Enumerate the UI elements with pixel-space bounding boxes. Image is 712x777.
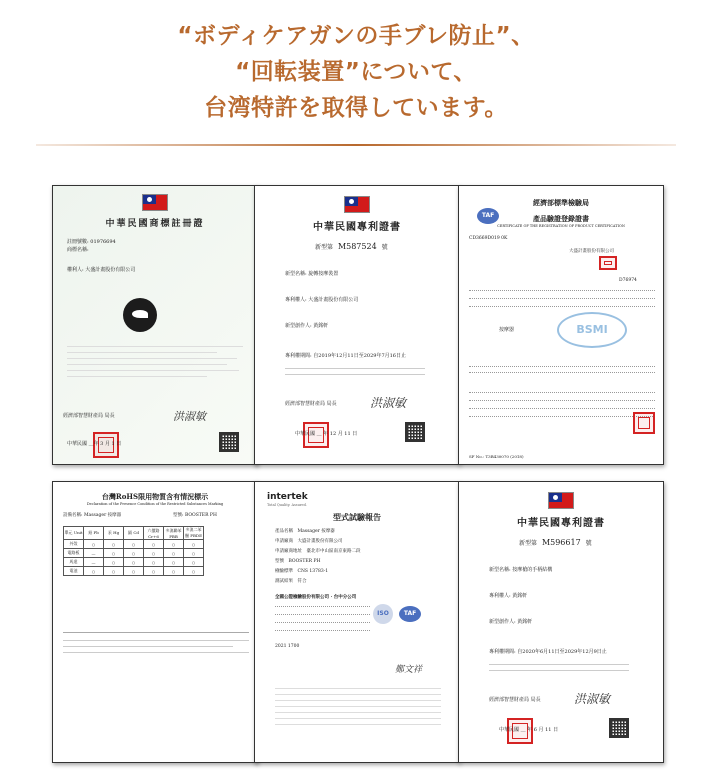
bsmi-company: 大盛計畫股份有限公司 <box>569 249 614 254</box>
trademark-row-3: 權利人: 大盛計畫股份有限公司 <box>67 267 136 273</box>
rohs-type-value: BOOSTER PH <box>184 513 217 518</box>
qr-code-icon <box>405 422 425 442</box>
patent-number-label: 新型第 <box>315 244 334 251</box>
rohs-header-cell: 六價鉻 Cr+6 <box>144 527 164 540</box>
patent-certificate-m587524 <box>254 185 460 465</box>
taiwan-flag-icon <box>548 492 574 509</box>
patent-field-3: 新型創作人: 黃銘軒 <box>489 619 533 625</box>
bsmi-number2: D76974 <box>619 278 637 283</box>
intertek-row-1: 產品名稱 Massager 按摩器 <box>275 529 335 534</box>
patent-number-row <box>315 242 388 251</box>
trademark-title: 中華民國商標註冊證 <box>105 219 205 229</box>
taf-logo: TAF <box>477 208 499 224</box>
bsmi-number: CD3669D019 0K <box>469 236 508 241</box>
intertek-brand: intertek <box>267 492 308 502</box>
patent-official: 經濟部智慧財產局 局長 <box>489 697 541 703</box>
brand-logo <box>123 298 157 332</box>
intertek-report-title: 型式試驗報告 <box>333 512 381 522</box>
rohs-header-cell: 汞 Hg <box>104 527 124 540</box>
patent-term: 專利權期間: 自2020年6月11日至2029年12月9日止 <box>489 649 607 655</box>
bsmi-doc-subtitle: CERTIFICATE OF THE REGISTRATION OF PRODUCT CERTIFICATION <box>497 224 625 228</box>
bsmi-product: 按摩器 <box>499 327 515 333</box>
patent-field-3: 新型創作人: 黃銘軒 <box>285 323 329 329</box>
bsmi-certificate <box>458 185 664 465</box>
trademark-certificate <box>52 185 258 465</box>
patent-field-1: 新型名稱: 按摩槍的手柄結構 <box>489 567 553 573</box>
patent-field-2: 專利權人: 大盛計畫股份有限公司 <box>285 297 359 303</box>
bsmi-watermark: BSMI <box>557 312 627 348</box>
patent-field-1: 新型名稱: 旋轉按摩裝置 <box>285 271 339 277</box>
rohs-title: 台灣RoHS限用物質含有情況標示 <box>101 492 209 501</box>
headline-divider <box>36 144 676 146</box>
rohs-equipment-value: Massager 按摩器 <box>83 513 122 518</box>
trademark-official: 經濟部智慧財產局 局長 <box>63 413 115 419</box>
table-row: 電路板 — ○ ○ ○ ○ ○ <box>64 549 204 558</box>
table-row: 外殼 ○ ○ ○ ○ ○ ○ <box>64 540 204 549</box>
intertek-row-6: 測試結果 符合 <box>275 579 307 584</box>
rohs-header-cell: 單元 Unit <box>64 527 84 540</box>
rohs-table <box>63 526 204 576</box>
patent-official: 經濟部智慧財產局 局長 <box>285 401 337 407</box>
trademark-row-1: 註冊號數: 01976694 <box>67 239 116 245</box>
rohs-header-cell: 鎘 Cd <box>124 527 144 540</box>
bsmi-footer: SF No.: T3B430070 (2018) <box>469 454 524 459</box>
headline-line-3: 台湾特許を取得しています。 <box>204 95 508 121</box>
intertek-signature: 鄭文祥 <box>395 665 423 675</box>
patent-term: 專利權期間: 自2019年12月11日至2029年7月16日止 <box>285 353 406 359</box>
taf-logo: TAF <box>399 606 421 622</box>
patent-number: M596617 <box>541 538 581 547</box>
rohs-header-cell: 多溴聯苯 PBB <box>165 527 182 539</box>
patent-field-2: 專利權人: 黃銘軒 <box>489 593 528 599</box>
table-row: 馬達 — ○ ○ ○ ○ ○ <box>64 558 204 567</box>
headline-line-1: “ボディケアガンの手ブレ防止”、 <box>177 23 535 49</box>
patent-title: 中華民國專利證書 <box>517 518 605 529</box>
rohs-header-cell: 多溴二苯醚 PBDE <box>184 527 203 538</box>
bsmi-doc-title: 產品驗證登錄證書 <box>533 214 589 223</box>
iso-logo: ISO <box>373 604 393 624</box>
intertek-cert-no: 2021 1700 <box>275 644 300 649</box>
bsmi-org: 經濟部標準檢驗局 <box>533 198 589 207</box>
patent-date: 中華民國 ＿ 年 6 月 11 日 <box>499 727 559 733</box>
patent-number-suffix: 號 <box>585 540 592 547</box>
table-row: 電池 ○ ○ ○ ○ ○ ○ <box>64 567 204 576</box>
intertek-row-3: 申請廠商地址 臺北市中山區南京東路二段 <box>275 549 361 554</box>
official-seal-stamp <box>633 412 655 434</box>
qr-code-icon <box>219 432 239 452</box>
patent-certificate-m596617 <box>458 481 664 763</box>
headline <box>0 18 712 126</box>
headline-line-2: “回転装置”について、 <box>235 59 477 85</box>
red-stamp <box>599 256 617 270</box>
intertek-row-2: 申請廠商 大盛計畫股份有限公司 <box>275 539 343 544</box>
rohs-header-cell: 鉛 Pb <box>84 527 104 540</box>
patent-number-suffix: 號 <box>381 244 388 251</box>
patent-title: 中華民國專利證書 <box>313 222 401 233</box>
patent-number: M587524 <box>337 242 377 251</box>
intertek-row-5: 檢驗標準 CNS 13783-1 <box>275 569 329 574</box>
intertek-brand-sub: Total Quality. Assured. <box>267 503 307 507</box>
rohs-header-row <box>64 527 204 540</box>
rohs-equipment-label: 設備名稱 <box>63 513 81 518</box>
qr-code-icon <box>609 718 629 738</box>
patent-signature: 洪淑敏 <box>370 396 407 410</box>
patent-signature: 洪淑敏 <box>574 692 611 706</box>
trademark-signature: 洪淑敏 <box>173 410 206 423</box>
intertek-row-4: 型號 BOOSTER PH <box>275 559 321 564</box>
intertek-test-report <box>254 481 460 763</box>
taiwan-flag-icon <box>142 194 168 211</box>
intertek-lab: 全國公證檢驗股份有限公司 · 台中分公司 <box>275 595 357 600</box>
rohs-subtitle: Declaration of the Presence Condition of the Restricted Substances Marking <box>86 502 224 506</box>
trademark-date: 中華民國 ＿年 3 月 1 日 <box>67 441 122 447</box>
taiwan-flag-icon <box>344 196 370 213</box>
rohs-declaration: 台灣RoHS限用物質含有情況標示 Declaration of the Presence Condition of the Restricted Substances Marking 設備名稱: Massager 按摩器 型號: BOOSTER PH 單元 Unit 鉛 Pb 汞 Hg 鎘 Cd 六價鉻 Cr+6 多溴聯苯 PBB 多溴二苯醚 PBDE 外殼 ○ ○ ○ ○ ○ ○ 電路板 — ○ ○ ○ ○ ○ 馬達 — ○ ○ ○ ○ ○ 電池 ○ ○ ○ ○ ○ ○ <box>52 481 258 763</box>
patent-number-label: 新型第 <box>519 540 538 547</box>
patent-date: 中華民國 ＿ 年 12 月 11 日 <box>295 431 358 437</box>
patent-number-row <box>519 538 592 547</box>
rohs-type-label: 型號 <box>173 513 182 518</box>
trademark-row-2: 商標名稱: <box>67 247 89 253</box>
